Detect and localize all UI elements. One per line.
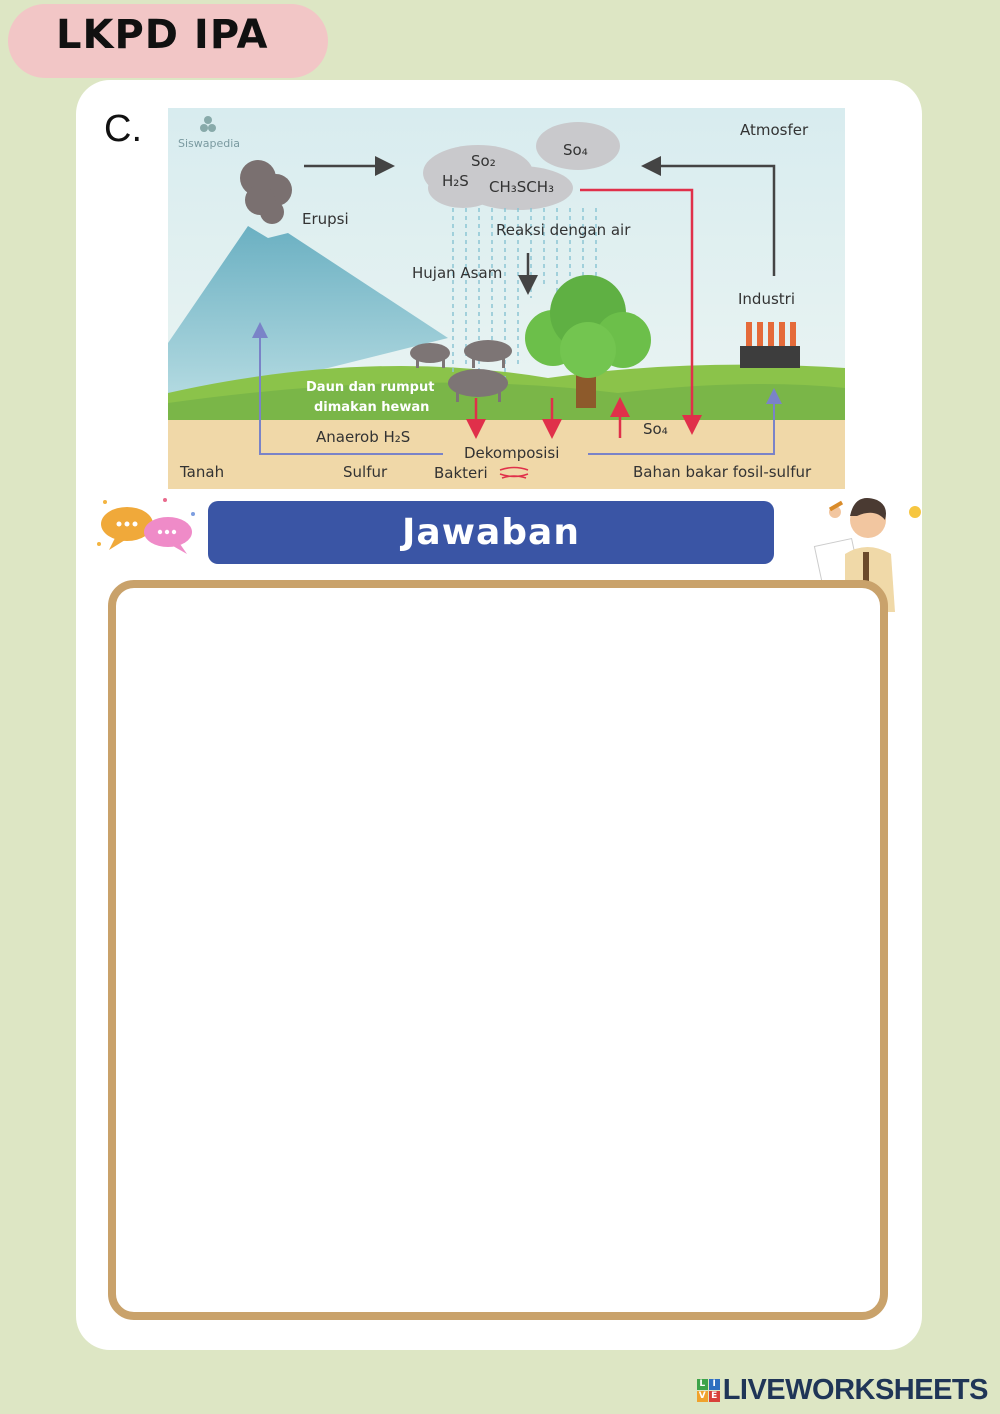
label-bakteri: Bakteri [434,464,488,482]
label-industri: Industri [738,290,795,308]
label-hujan: Hujan Asam [412,264,503,282]
chat-bubbles-icon [95,494,200,564]
label-atmosfer: Atmosfer [740,121,809,139]
factory-icon [740,322,800,368]
label-daun-1: Daun dan rumput [306,380,435,395]
watermark-label: Siswapedia [178,137,241,150]
label-daun-2: dimakan hewan [314,400,430,415]
liveworksheets-logo-icon: L I V E [697,1379,720,1402]
label-so4-ground: So₄ [643,420,668,438]
question-letter: C. [104,108,142,150]
answer-heading: Jawaban [402,512,580,553]
label-sulfur: Sulfur [343,463,388,481]
label-so2: So₂ [471,152,496,170]
label-ch3sch3: CH₃SCH₃ [489,178,555,196]
page-title: LKPD IPA [56,12,269,58]
label-tanah: Tanah [180,463,225,481]
label-dekomposisi: Dekomposisi [464,444,560,462]
label-so4-cloud: So₄ [563,141,588,159]
sulfur-cycle-diagram [168,108,845,489]
label-reaksi: Reaksi dengan air [496,221,631,239]
label-erupsi: Erupsi [302,210,349,228]
label-bahan-bakar: Bahan bakar fosil-sulfur [633,463,812,481]
answer-input-area[interactable] [108,580,888,1320]
answer-heading-banner [208,501,774,564]
liveworksheets-brand [697,1374,988,1407]
brand-name: LIVEWORKSHEETS [722,1374,988,1406]
label-h2s: H₂S [442,172,469,190]
label-anaerob: Anaerob H₂S [316,428,411,446]
